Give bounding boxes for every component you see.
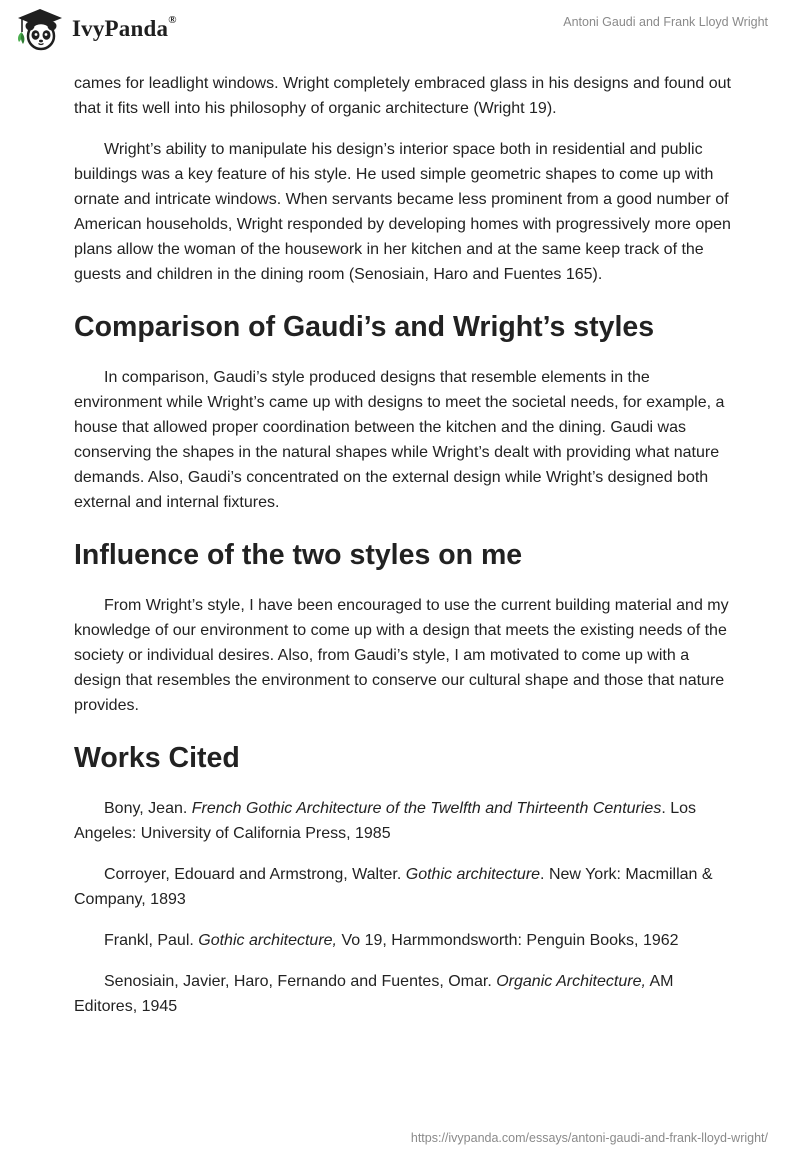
citation-entry: Senosiain, Javier, Haro, Fernando and Fuentes, Omar. Organic Architecture, AM Editores, 1945 [74, 973, 674, 1015]
document-title: Antoni Gaudi and Frank Lloyd Wright [563, 15, 768, 29]
paragraph-comparison: In comparison, Gaudi’s style produced designs that resemble elements in the environment while Wright’s came up with designs to meet the societal needs, for example, a house that allowed proper coordination between the kitchen and the dining. Gaudi was conserving the shapes in the natural shapes while Wright’s dealt with providing what nature demands. Also, Gaudi’s concentrated on the external design while Wright’s designed both external and internal fixtures. [74, 369, 725, 511]
citation-entry: Frankl, Paul. Gothic architecture, Vo 19, Harmmondsworth: Penguin Books, 1962 [104, 932, 679, 949]
paragraph-continued: cames for leadlight windows. Wright completely embraced glass in his designs and found out that it fits well into his philosophy of organic architecture (Wright 19). [74, 75, 731, 117]
paragraph-wright-style: Wright’s ability to manipulate his design’s interior space both in residential and public buildings was a key feature of his style. He used simple geometric shapes to come up with ornate and intricate windows. When servants became less prominent from a good number of American households, Wright responded by developing homes with progressively more open plans allow the woman of the housework in her kitchen and at the same keep track of the guests and children in the dining room (Senosiain, Haro and Fuentes 165). [74, 141, 731, 283]
panda-graduate-icon [14, 6, 66, 52]
essay-content [74, 71, 734, 1019]
heading-works-cited: Works Cited [74, 742, 240, 774]
citation-entry: Corroyer, Edouard and Armstrong, Walter. Gothic architecture. New York: Macmillan & Company, 1893 [74, 866, 713, 908]
source-url[interactable]: https://ivypanda.com/essays/antoni-gaudi-and-frank-lloyd-wright/ [410, 1131, 768, 1145]
paragraph-influence: From Wright’s style, I have been encouraged to use the current building material and my knowledge of our environment to come up with a design that meets the existing needs of the society or individual desires. Also, from Gaudi’s style, I am motivated to come up with a design that resembles the environment to conserve our cultural shape and those that nature provides. [74, 597, 729, 714]
heading-comparison: Comparison of Gaudi’s and Wright’s styles [74, 311, 655, 343]
heading-influence: Influence of the two styles on me [74, 539, 523, 571]
brand-name: IvyPanda® [72, 14, 177, 41]
citation-entry: Bony, Jean. French Gothic Architecture of the Twelfth and Thirteenth Centuries. Los Angeles: University of California Press, 1985 [74, 800, 697, 842]
ivypanda-logo[interactable] [14, 6, 177, 52]
page-header [0, 0, 800, 64]
